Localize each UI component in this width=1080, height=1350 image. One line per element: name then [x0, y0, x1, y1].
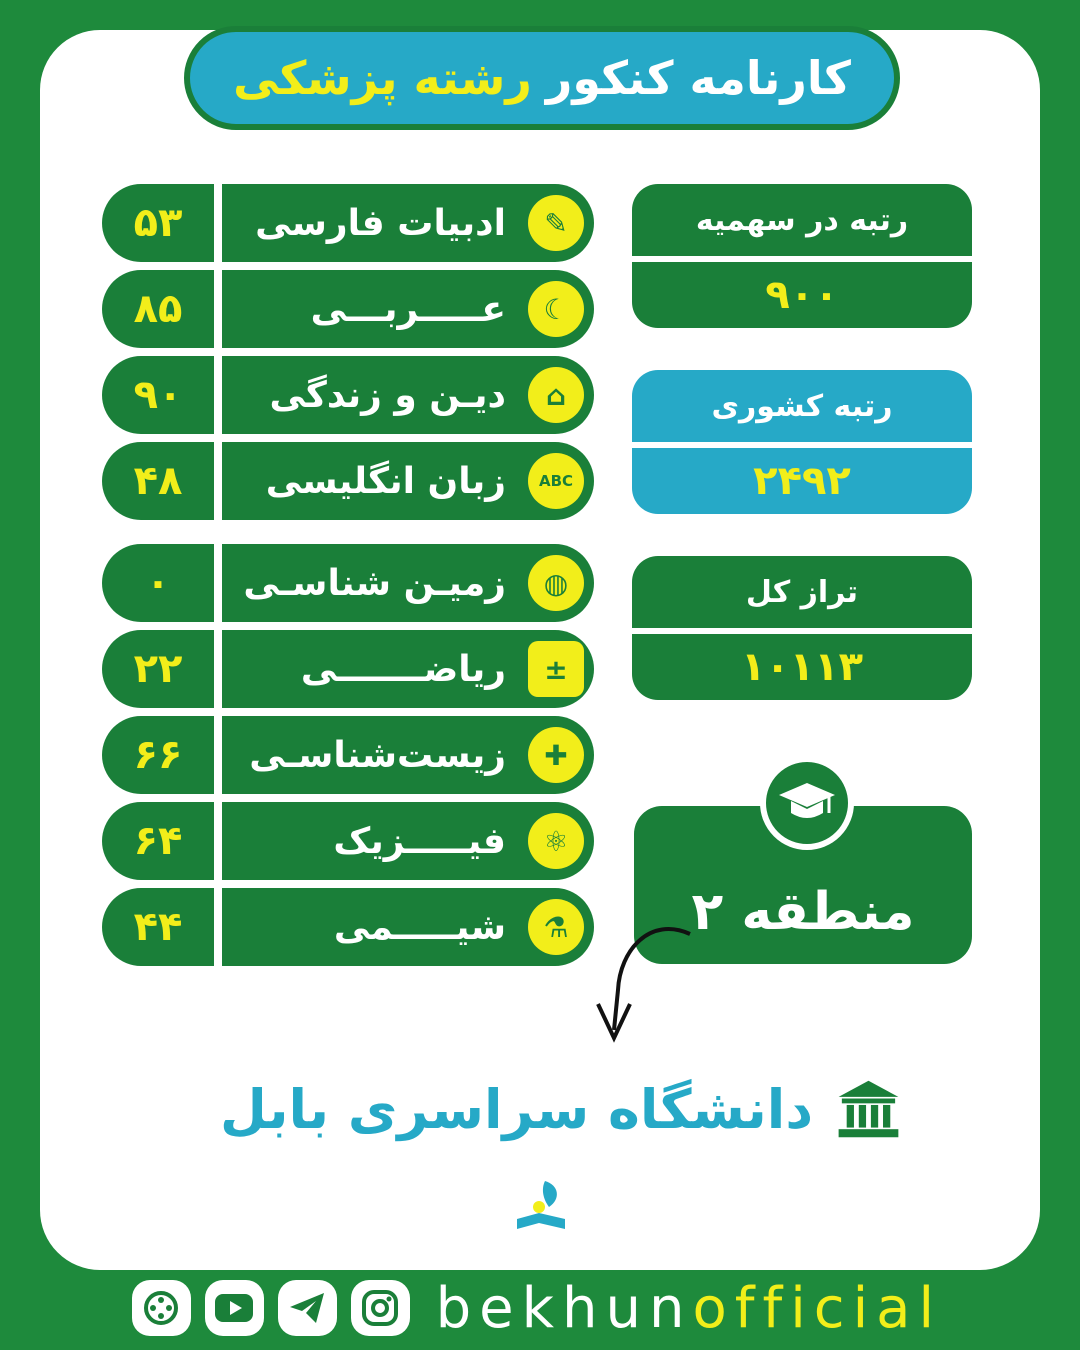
university-building-icon [837, 1072, 900, 1146]
mosque-icon: ⌂ [528, 367, 584, 423]
abc-board-icon: ABC [528, 453, 584, 509]
subject-score: ۰ [102, 544, 214, 622]
rank-label: رتبه کشوری [632, 370, 972, 442]
subject-row-english [102, 442, 594, 520]
subject-row-math [102, 630, 594, 708]
instagram-icon[interactable] [351, 1280, 410, 1336]
brand-logo-icon [498, 1166, 584, 1252]
title-part1: کارنامه کنکور [545, 51, 851, 105]
footer-bar [132, 1276, 942, 1340]
brand-part2: official [692, 1275, 943, 1341]
subject-name: عـــــربـــی [310, 288, 506, 330]
page-title [184, 26, 900, 130]
subject-row-persian [102, 184, 594, 262]
subject-score: ۶۴ [102, 802, 214, 880]
subject-score: ۸۵ [102, 270, 214, 348]
subject-score: ۵۳ [102, 184, 214, 262]
university-name: دانشگاه سراسری بابل [220, 1077, 814, 1141]
globe-icon: ◍ [528, 555, 584, 611]
subject-row-biology [102, 716, 594, 794]
subject-name: دیـن و زندگی [269, 374, 506, 416]
subject-row-religion [102, 356, 594, 434]
youtube-icon[interactable] [205, 1280, 264, 1336]
subject-name: فیـــــزیک [333, 820, 506, 862]
rank-label: تراز کل [632, 556, 972, 628]
subject-row-chemistry [102, 888, 594, 966]
subject-name: زمیـن شناسـی [243, 562, 506, 604]
subject-name: ادبیات فارسی [255, 202, 506, 244]
crescent-icon: ☾ [528, 281, 584, 337]
total-score-card [632, 556, 972, 700]
subject-score: ۲۲ [102, 630, 214, 708]
subject-name: زیست‌شناسـی [249, 734, 506, 776]
subject-score: ۹۰ [102, 356, 214, 434]
rank-label: رتبه در سهمیه [632, 184, 972, 256]
arrow-icon [590, 920, 700, 1050]
subject-score: ۴۴ [102, 888, 214, 966]
university-banner [220, 1064, 900, 1154]
subject-row-arabic [102, 270, 594, 348]
rank-value: ۲۴۹۲ [632, 448, 972, 514]
subject-score: ۴۸ [102, 442, 214, 520]
subject-score: ۶۶ [102, 716, 214, 794]
subject-name: زبان انگلیسی [265, 460, 506, 502]
brand-part1: bekhun [435, 1275, 693, 1341]
subject-name: شیـــــمی [333, 906, 506, 948]
brand-handle [436, 1276, 942, 1341]
film-reel-icon[interactable] [132, 1280, 191, 1336]
atom-icon: ⚛ [528, 813, 584, 869]
subject-name: ریاضـــــــی [300, 648, 506, 690]
calculator-icon: ± [528, 641, 584, 697]
region-label: منطقه ۲ [691, 882, 915, 942]
subject-row-physics [102, 802, 594, 880]
rank-value: ۹۰۰ [632, 262, 972, 328]
telegram-icon[interactable] [278, 1280, 337, 1336]
subject-row-geology [102, 544, 594, 622]
graduation-cap-icon [760, 756, 854, 850]
book-quill-icon: ✎ [528, 195, 584, 251]
rank-quota-card [632, 184, 972, 328]
title-part2: رشته پزشکی [233, 51, 532, 105]
flask-icon: ⚗ [528, 899, 584, 955]
microscope-icon: ✚ [528, 727, 584, 783]
rank-value: ۱۰۱۱۳ [632, 634, 972, 700]
rank-national-card [632, 370, 972, 514]
